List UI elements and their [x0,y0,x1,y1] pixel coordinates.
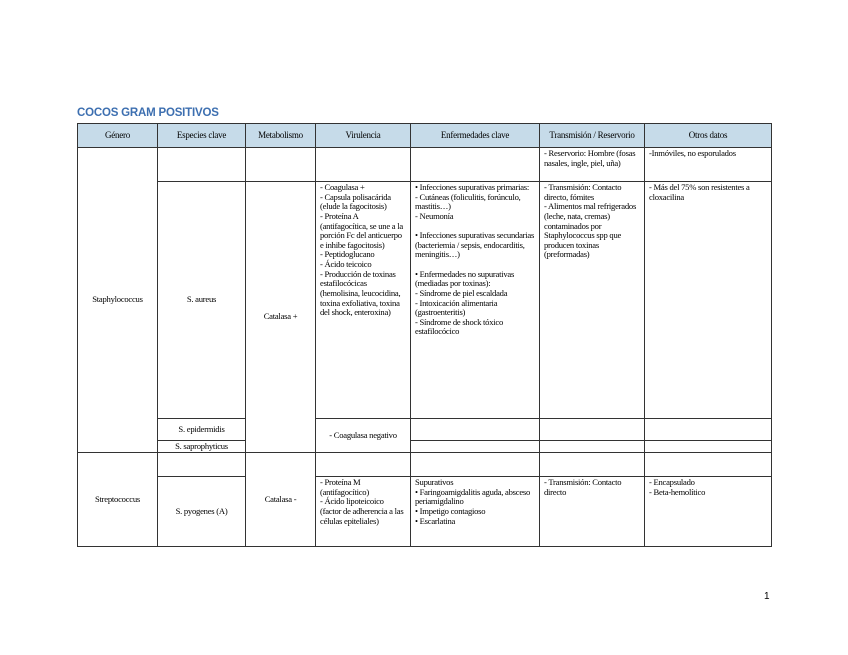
cell-line: Supurativos [415,477,454,487]
pyogenes-transmision [540,477,645,547]
page-number: 1 [764,591,770,602]
cell-line: - Proteína A (antifagocítica, se une a la porción Fc del anticuerpo e inhibe fagocitosis) [320,210,403,250]
staph-otros [645,148,772,182]
cell-line: - Transmisión: Contacto directo [544,477,622,497]
cell-line: - Proteína M (antifagocítico) [320,477,369,497]
cell-line: - Encapsulado [649,477,695,487]
cell-line: - Síndrome de piel escaldada [415,287,508,298]
cell-line: • Impetigo contagioso [415,505,486,516]
col-transmision: Transmisión / Reservorio [540,124,645,148]
col-enfermedades: Enfermedades clave [411,124,540,148]
cell-line: - Intoxicación alimentaria (gastroenteritis) [415,297,498,318]
col-genero: Género [78,124,158,148]
cell-line: - Más del 75% son resistentes a cloxacilina [649,182,750,202]
cell-line: - Transmisión: Contacto directo, fómites [544,182,622,202]
cell-line: - Reservorio: Hombre (fosas nasales, ingle, piel, uña) [544,148,636,168]
metabolism-catalasa-pos: Catalasa + [246,182,316,453]
bacteria-table [77,123,772,547]
genus-streptococcus: Streptococcus [78,453,158,547]
col-especies: Especies clave [158,124,246,148]
staph-reservorio [540,148,645,182]
pyogenes-virulencia [316,477,411,547]
table-row [78,441,772,453]
table-row [78,477,772,547]
aureus-transmision [540,182,645,419]
cell-line: • Infecciones supurativas secundarias (bacteriemia / sepsis, endocarditis, meningitis…) [415,230,535,260]
cell-line: - Beta-hemolítico [649,486,706,497]
species-epidermidis: S. epidermidis [158,419,246,441]
cell-line: - Peptidoglucano [320,249,375,260]
table-row [78,182,772,419]
col-virulencia: Virulencia [316,124,411,148]
cell-line: - Neumonía [415,210,454,221]
cell-line: - Ácido teicoico [320,259,372,269]
pyogenes-otros [645,477,772,547]
cell-line: - Ácido lipoteicoico (factor de adherencia a las células epiteliales) [320,496,404,526]
col-metabolismo: Metabolismo [246,124,316,148]
cell-line: - Cutáneas (foliculitis, forúnculo, mastitis…) [415,191,521,212]
species-pyogenes: S. pyogenes (A) [158,477,246,547]
metabolism-catalasa-neg: Catalasa - [246,453,316,547]
cell-line: • Enfermedades no supurativas (mediadas por toxinas): [415,268,515,289]
cell-line: • Faringoamigdalitis aguda, absceso periamigdalino [415,486,531,507]
table-row [78,453,772,477]
genus-staphylococcus: Staphylococcus [78,148,158,453]
section-heading: COCOS GRAM POSITIVOS [77,107,219,119]
cell-line: - Capsula polisacárida (elude la fagocitosis) [320,191,391,212]
aureus-virulencia [316,182,411,419]
cell-line: - Síndrome de shock tóxico estafilocócico [415,316,504,337]
cell-line: • Infecciones supurativas primarias: [415,182,530,192]
species-aureus: S. aureus [158,182,246,419]
table-row [78,419,772,441]
aureus-enfermedades [411,182,540,419]
cell-line: -Inmóviles, no esporulados [649,148,736,158]
cell-line: - Producción de toxinas estafilocócicas (hemolisina, leucocidina, toxina exfoliativa, toxina del shock, enteroxina) [320,268,401,318]
species-saprophyticus: S. saprophyticus [158,441,246,453]
pyogenes-enfermedades [411,477,540,547]
col-otros: Otros datos [645,124,772,148]
coagulasa-negativo: - Coagulasa negativo [316,419,411,453]
cell-line: - Alimentos mal refrigerados (leche, nata, cremas) contaminados por Staphylococcus spp que producen toxinas (preformadas) [544,201,637,260]
cell-line: - Coagulasa + [320,182,365,192]
table-row [78,148,772,182]
aureus-otros [645,182,772,419]
header-row [78,124,772,148]
cell-line: • Escarlatina [415,515,456,526]
